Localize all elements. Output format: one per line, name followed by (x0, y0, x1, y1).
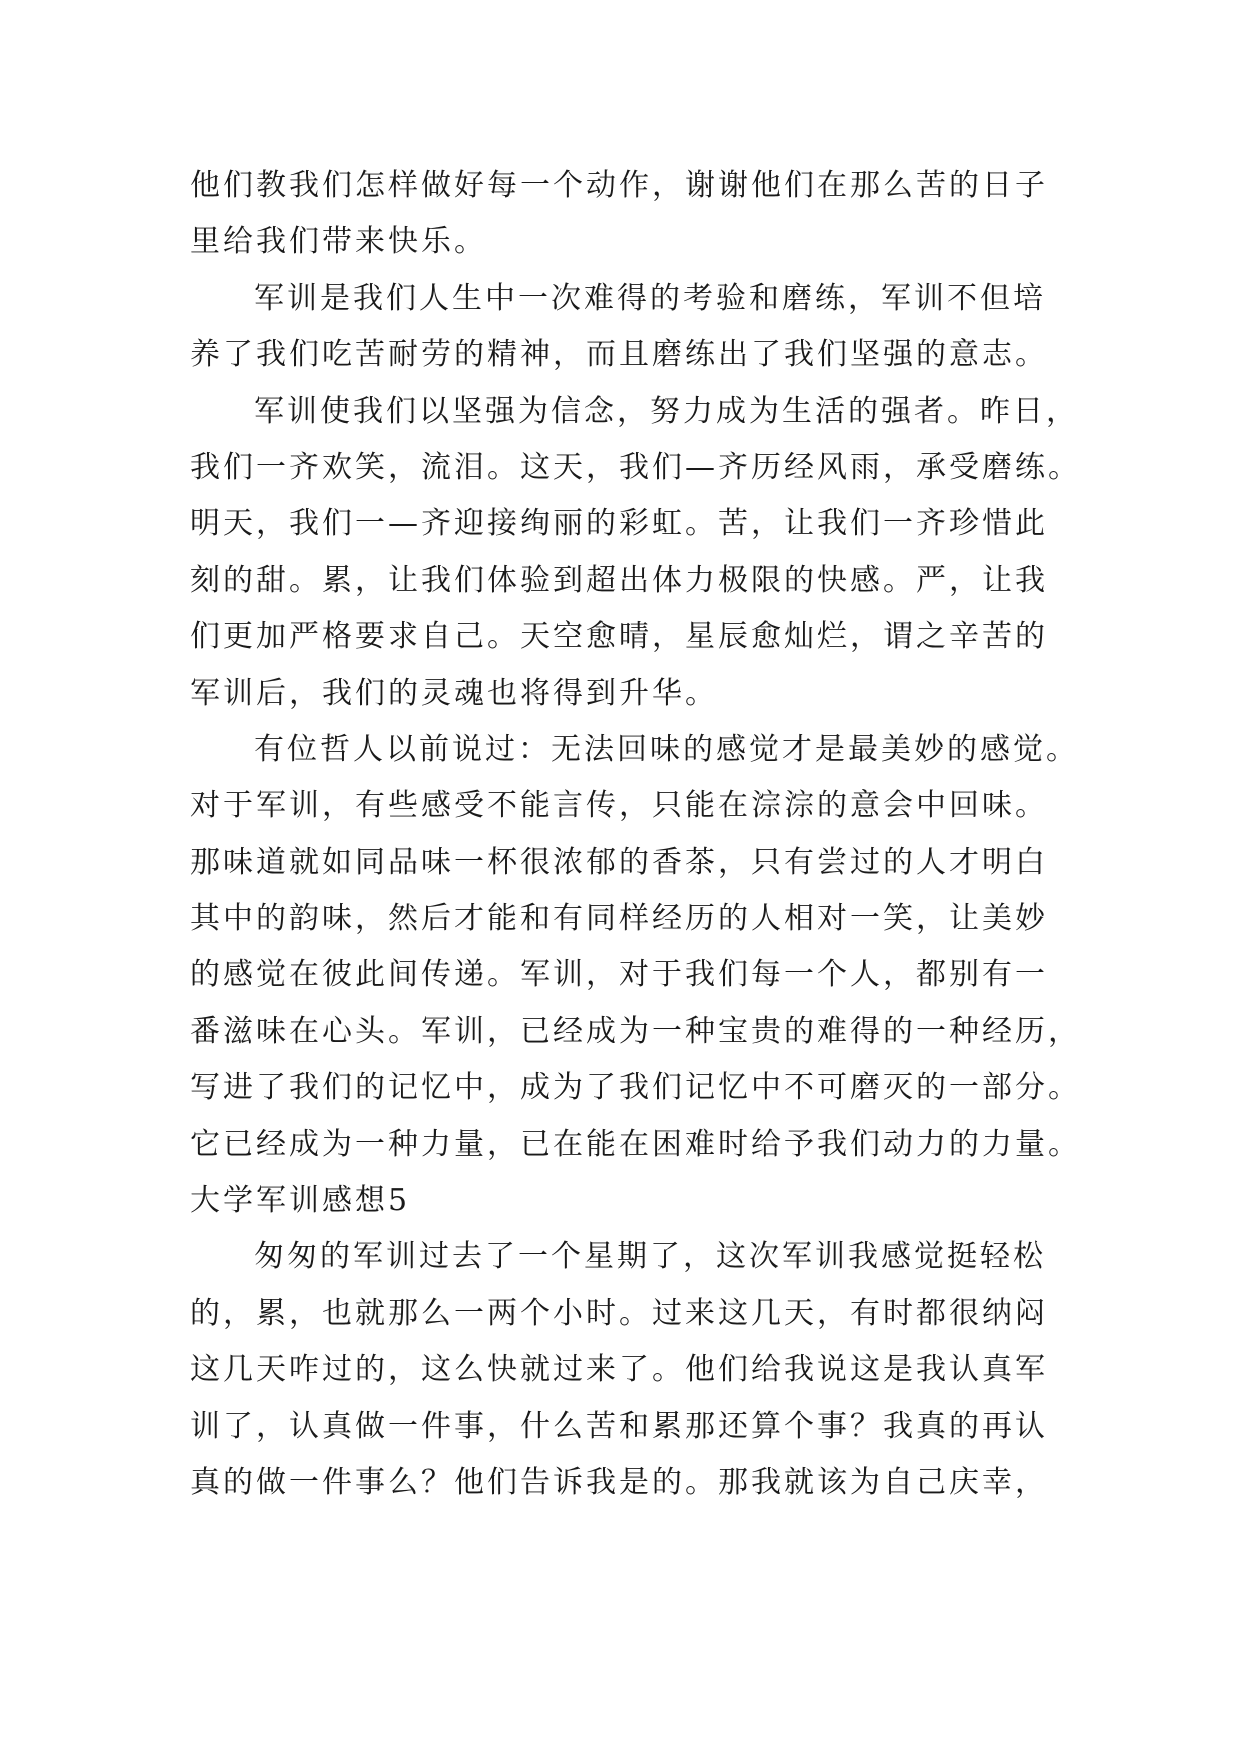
paragraph-3-line-1: 军训使我们以坚强为信念，努力成为生活的强者。昨日， (254, 393, 1079, 429)
section-heading: 大学军训感想5 (190, 1183, 411, 1219)
paragraph-3-line-5: 们更加严格要求自己。天空愈晴，星辰愈灿烂，谓之辛苦的 (190, 619, 1048, 655)
paragraph-4-line-6: 番滋味在心头。军训，已经成为一种宝贵的难得的一种经历， (190, 1013, 1081, 1049)
paragraph-3-line-6: 军训后，我们的灵魂也将得到升华。 (190, 675, 718, 711)
paragraph-1-line-2: 里给我们带来快乐。 (190, 224, 487, 260)
paragraph-5-line-2: 的，累，也就那么一两个小时。过来这几天，有时都很纳闷 (190, 1295, 1048, 1331)
paragraph-4-line-8: 它已经成为一种力量，已在能在困难时给予我们动力的力量。 (190, 1126, 1081, 1162)
paragraph-4-line-3: 那味道就如同品味一杯很浓郁的香茶，只有尝过的人才明白 (190, 844, 1048, 880)
paragraph-3-line-4: 刻的甜。累，让我们体验到超出体力极限的快感。严，让我 (190, 562, 1048, 598)
paragraph-5-line-3: 这几天咋过的，这么快就过来了。他们给我说这是我认真军 (190, 1352, 1048, 1388)
paragraph-4-line-5: 的感觉在彼此间传递。军训，对于我们每一个人，都别有一 (190, 957, 1048, 993)
paragraph-3-line-2: 我们一齐欢笑，流泪。这天，我们—齐历经风雨，承受磨练。 (190, 449, 1081, 485)
paragraph-4-line-7: 写进了我们的记忆中，成为了我们记忆中不可磨灭的一部分。 (190, 1070, 1081, 1106)
document-body (190, 158, 1081, 1511)
paragraph-5-line-4: 训了，认真做一件事，什么苦和累那还算个事？我真的再认 (190, 1408, 1048, 1444)
paragraph-4-line-1: 有位哲人以前说过：无法回味的感觉才是最美妙的感觉。 (254, 731, 1079, 767)
paragraph-1-line-1: 他们教我们怎样做好每一个动作，谢谢他们在那么苦的日子 (190, 168, 1048, 203)
paragraph-5-line-5: 真的做一件事么？他们告诉我是的。那我就该为自己庆幸， (190, 1464, 1048, 1500)
paragraph-3-line-3: 明天，我们一—齐迎接绚丽的彩虹。苦，让我们一齐珍惜此 (190, 506, 1048, 542)
paragraph-5-line-1: 匆匆的军训过去了一个星期了，这次军训我感觉挺轻松 (254, 1239, 1046, 1275)
paragraph-4-line-2: 对于军训，有些感受不能言传，只能在淙淙的意会中回味。 (190, 788, 1048, 824)
paragraph-2-line-1: 军训是我们人生中一次难得的考验和磨练，军训不但培 (254, 280, 1046, 316)
paragraph-2-line-2: 养了我们吃苦耐劳的精神，而且磨练出了我们坚强的意志。 (190, 337, 1048, 373)
paragraph-4-line-4: 其中的韵味，然后才能和有同样经历的人相对一笑，让美妙 (190, 901, 1048, 937)
